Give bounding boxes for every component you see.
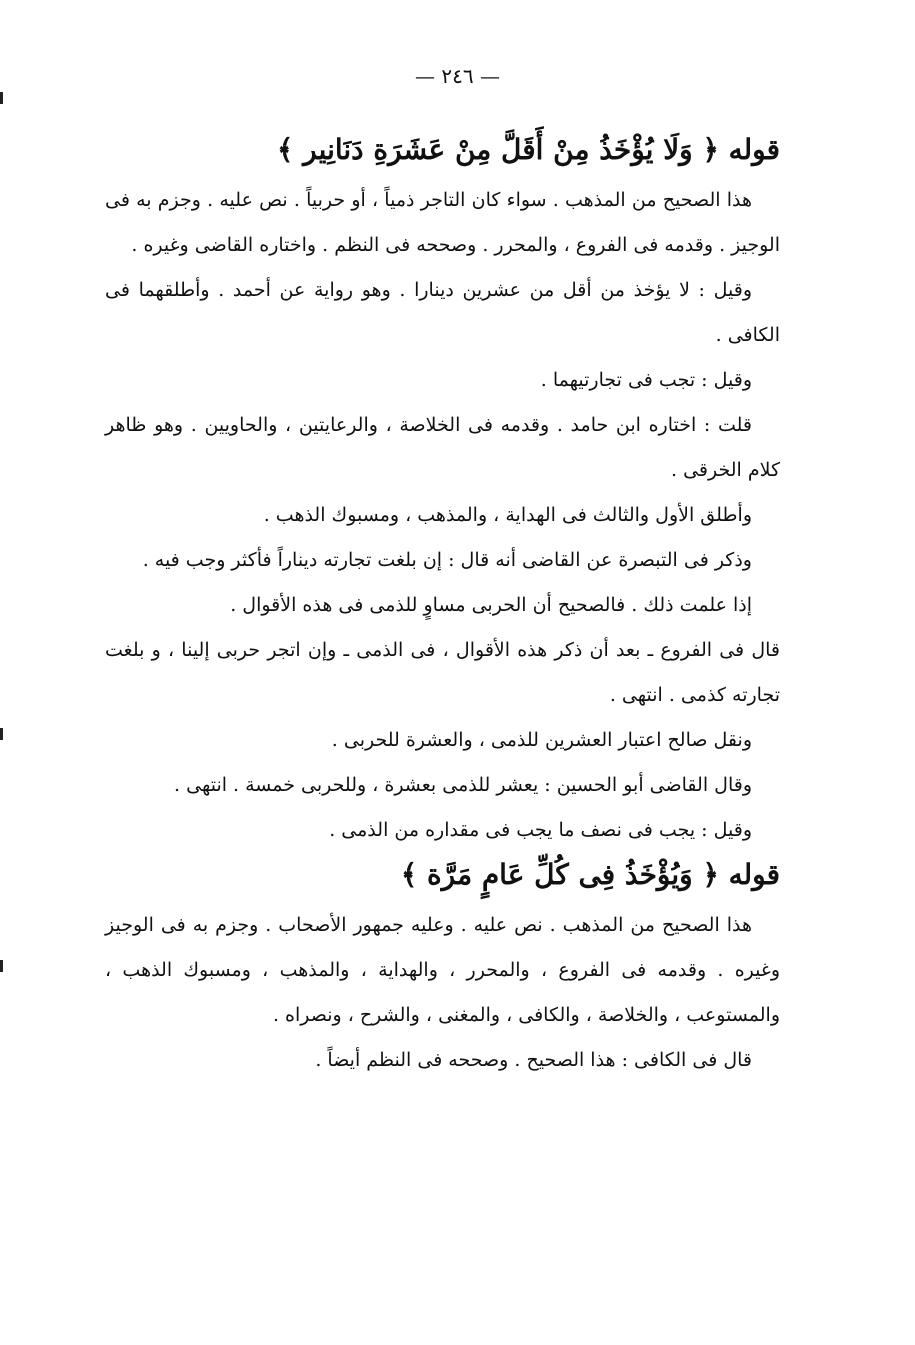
paragraph: وأطلق الأول والثالث فى الهداية ، والمذهب ، ومسبوك الذهب . [263,504,752,526]
margin-mark [0,92,3,104]
section-ten-dinars [105,128,780,853]
margin-mark [0,960,3,972]
text-column [105,128,780,1083]
paragraph: هذا الصحيح من المذهب . سواء كان التاجر ذمياً ، أو حربياً . نص عليه . وجزم به فى الوجيز . وقدمه فى الفروع ، والمحرر . وصححه فى النظم . واختاره القاضى وغيره . [105,189,780,256]
paragraph: وذكر فى التبصرة عن القاضى أنه قال : إن بلغت تجارته ديناراً فأكثر وجب فيه . [142,549,752,571]
paragraph: هذا الصحيح من المذهب . نص عليه . وعليه جمهور الأصحاب . وجزم به فى الوجيز وغيره . وقدمه فى الفروع ، والمحرر ، والهداية ، والمذهب ، ومسبوك الذهب ، والمستوعب ، والخلاصة ، والكافى ، والمغنى ، والشرح ، ونصراه . [105,914,780,1026]
paragraph: وقيل : لا يؤخذ من أقل من عشرين دينارا . وهو رواية عن أحمد . وأطلقهما فى الكافى . [105,279,780,346]
section-once-per-year [105,853,780,1083]
paragraph: إذا علمت ذلك . فالصحيح أن الحربى مساوٍ للذمى فى هذه الأقوال . [230,594,752,616]
paragraph: وقيل : تجب فى تجارتيهما . [540,369,752,391]
page-number: — ٢٤٦ — [415,64,500,88]
paragraph: قال فى الكافى : هذا الصحيح . وصححه فى النظم أيضاً . [315,1049,752,1071]
paragraph: قال فى الفروع ـ بعد أن ذكر هذه الأقوال ، فى الذمى ـ وإن اتجر حربى إلينا ، و بلغت تجارته كذمى . انتهى . [105,639,780,706]
paragraph: وقال القاضى أبو الحسين : يعشر للذمى بعشرة ، وللحربى خمسة . انتهى . [174,774,752,796]
paragraph: وقيل : يجب فى نصف ما يجب فى مقداره من الذمى . [329,819,752,841]
section-heading: قوله ﴿ وَيُؤْخَذُ فِى كُلِّ عَامٍ مَرَّة ﴾ [400,858,780,891]
paragraph: قلت : اختاره ابن حامد . وقدمه فى الخلاصة ، والرعايتين ، والحاويين . وهو ظاهر كلام الخرقى . [105,414,780,481]
paragraph: ونقل صالح اعتبار العشرين للذمى ، والعشرة للحربى . [331,729,752,751]
section-heading: قوله ﴿ وَلَا يُؤْخَذُ مِنْ أَقَلَّ مِنْ عَشَرَةِ دَنَانِير ﴾ [277,133,780,166]
margin-mark [0,728,3,740]
